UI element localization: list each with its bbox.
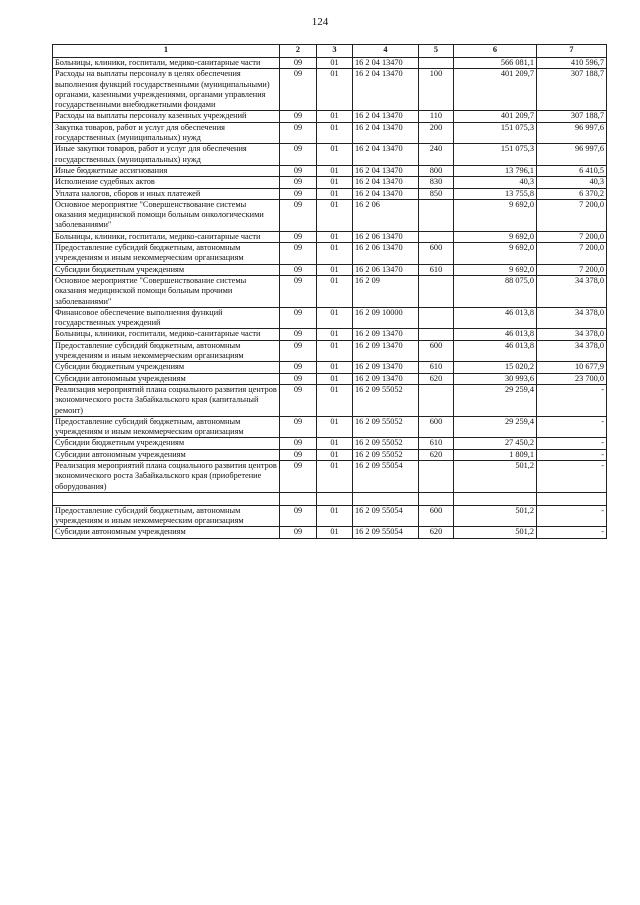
- section-code-cell: 09: [280, 505, 317, 527]
- section-code-cell: 09: [280, 58, 317, 69]
- amount-year2-cell: 307 188,7: [537, 69, 607, 111]
- expense-type-cell: [419, 307, 454, 329]
- amount-year1-cell: 9 692,0: [454, 243, 537, 265]
- table-row: [53, 527, 607, 538]
- amount-year1-cell: 1 809,1: [454, 449, 537, 460]
- subsection-code-cell: 01: [317, 144, 353, 166]
- amount-year2-cell: -: [537, 449, 607, 460]
- subsection-code-cell: 01: [317, 243, 353, 265]
- expense-type-cell: [419, 329, 454, 340]
- section-code-cell: 09: [280, 329, 317, 340]
- row-name-cell: Субсидии бюджетным учреждениям: [53, 264, 280, 275]
- table-row: [53, 122, 607, 144]
- section-code-cell: 09: [280, 438, 317, 449]
- amount-year2-cell: 34 378,0: [537, 275, 607, 307]
- row-name-cell: Предоставление субсидий бюджетным, автономным учреждениям и иным некоммерческим организациям: [53, 340, 280, 362]
- subsection-code-cell: 01: [317, 58, 353, 69]
- column-header: 4: [353, 45, 419, 58]
- subsection-code-cell: 01: [317, 384, 353, 416]
- amount-year2-cell: 7 200,0: [537, 243, 607, 265]
- row-name-cell: Субсидии бюджетным учреждениям: [53, 438, 280, 449]
- empty-cell: [280, 492, 317, 505]
- row-name-cell: Реализация мероприятий плана социального развития центров экономического роста Забайкальского края (приобретение оборудования): [53, 460, 280, 492]
- table-row-spacer: [53, 492, 607, 505]
- subsection-code-cell: 01: [317, 362, 353, 373]
- row-name-cell: Закупка товаров, работ и услуг для обеспечения государственных (муниципальных) нужд: [53, 122, 280, 144]
- table-row: [53, 438, 607, 449]
- amount-year1-cell: 9 692,0: [454, 231, 537, 242]
- column-header: 6: [454, 45, 537, 58]
- amount-year1-cell: 566 081,1: [454, 58, 537, 69]
- row-name-cell: Иные закупки товаров, работ и услуг для обеспечения государственных (муниципальных) нужд: [53, 144, 280, 166]
- empty-cell: [419, 492, 454, 505]
- subsection-code-cell: 01: [317, 416, 353, 438]
- expense-type-cell: 800: [419, 165, 454, 176]
- amount-year1-cell: 15 020,2: [454, 362, 537, 373]
- table-row: [53, 307, 607, 329]
- empty-cell: [353, 492, 419, 505]
- row-name-cell: Иные бюджетные ассигнования: [53, 165, 280, 176]
- amount-year1-cell: 40,3: [454, 177, 537, 188]
- amount-year2-cell: 10 677,9: [537, 362, 607, 373]
- subsection-code-cell: 01: [317, 307, 353, 329]
- section-code-cell: 09: [280, 111, 317, 122]
- table-row: [53, 144, 607, 166]
- subsection-code-cell: 01: [317, 527, 353, 538]
- column-header: 3: [317, 45, 353, 58]
- target-article-cell: 16 2 04 13470: [353, 69, 419, 111]
- expense-type-cell: 620: [419, 527, 454, 538]
- subsection-code-cell: 01: [317, 231, 353, 242]
- subsection-code-cell: 01: [317, 188, 353, 199]
- target-article-cell: 16 2 04 13470: [353, 188, 419, 199]
- budget-table: [52, 44, 607, 539]
- expense-type-cell: 610: [419, 264, 454, 275]
- table-row: [53, 449, 607, 460]
- amount-year1-cell: 46 013,8: [454, 329, 537, 340]
- target-article-cell: 16 2 09 13470: [353, 373, 419, 384]
- section-code-cell: 09: [280, 384, 317, 416]
- amount-year1-cell: 151 075,3: [454, 144, 537, 166]
- amount-year1-cell: 401 209,7: [454, 69, 537, 111]
- subsection-code-cell: 01: [317, 460, 353, 492]
- amount-year2-cell: 23 700,0: [537, 373, 607, 384]
- amount-year2-cell: -: [537, 505, 607, 527]
- expense-type-cell: 100: [419, 69, 454, 111]
- table-row: [53, 264, 607, 275]
- section-code-cell: 09: [280, 527, 317, 538]
- amount-year1-cell: 46 013,8: [454, 307, 537, 329]
- expense-type-cell: [419, 231, 454, 242]
- expense-type-cell: [419, 275, 454, 307]
- row-name-cell: Исполнение судебных актов: [53, 177, 280, 188]
- expense-type-cell: [419, 384, 454, 416]
- target-article-cell: 16 2 04 13470: [353, 144, 419, 166]
- amount-year2-cell: 7 200,0: [537, 199, 607, 231]
- subsection-code-cell: 01: [317, 165, 353, 176]
- subsection-code-cell: 01: [317, 111, 353, 122]
- target-article-cell: 16 2 09 55054: [353, 460, 419, 492]
- section-code-cell: 09: [280, 373, 317, 384]
- subsection-code-cell: 01: [317, 122, 353, 144]
- row-name-cell: Реализация мероприятий плана социального развития центров экономического роста Забайкальского края (капитальный ремонт): [53, 384, 280, 416]
- expense-type-cell: 600: [419, 416, 454, 438]
- target-article-cell: 16 2 09 55052: [353, 449, 419, 460]
- empty-cell: [454, 492, 537, 505]
- column-header: 7: [537, 45, 607, 58]
- amount-year2-cell: -: [537, 460, 607, 492]
- expense-type-cell: 620: [419, 449, 454, 460]
- target-article-cell: 16 2 04 13470: [353, 165, 419, 176]
- table-row: [53, 275, 607, 307]
- expense-type-cell: [419, 460, 454, 492]
- subsection-code-cell: 01: [317, 199, 353, 231]
- table-body: [53, 58, 607, 539]
- expense-type-cell: 850: [419, 188, 454, 199]
- amount-year2-cell: 34 378,0: [537, 340, 607, 362]
- row-name-cell: Основное мероприятие "Совершенствование системы оказания медицинской помощи больным онкологическими заболеваниями": [53, 199, 280, 231]
- section-code-cell: 09: [280, 165, 317, 176]
- target-article-cell: 16 2 06 13470: [353, 231, 419, 242]
- amount-year1-cell: 9 692,0: [454, 264, 537, 275]
- subsection-code-cell: 01: [317, 275, 353, 307]
- expense-type-cell: 600: [419, 243, 454, 265]
- amount-year2-cell: 6 370,2: [537, 188, 607, 199]
- section-code-cell: 09: [280, 188, 317, 199]
- subsection-code-cell: 01: [317, 449, 353, 460]
- target-article-cell: 16 2 06 13470: [353, 243, 419, 265]
- table-row: [53, 69, 607, 111]
- section-code-cell: 09: [280, 307, 317, 329]
- amount-year1-cell: 501,2: [454, 505, 537, 527]
- target-article-cell: 16 2 09 10000: [353, 307, 419, 329]
- section-code-cell: 09: [280, 231, 317, 242]
- row-name-cell: Предоставление субсидий бюджетным, автономным учреждениям и иным некоммерческим организациям: [53, 243, 280, 265]
- table-row: [53, 199, 607, 231]
- amount-year1-cell: 88 075,0: [454, 275, 537, 307]
- table-row: [53, 177, 607, 188]
- row-name-cell: Субсидии бюджетным учреждениям: [53, 362, 280, 373]
- table-row: [53, 111, 607, 122]
- row-name-cell: Больницы, клиники, госпитали, медико-санитарные части: [53, 329, 280, 340]
- section-code-cell: 09: [280, 416, 317, 438]
- amount-year2-cell: 96 997,6: [537, 122, 607, 144]
- target-article-cell: 16 2 09 55052: [353, 438, 419, 449]
- amount-year2-cell: -: [537, 527, 607, 538]
- section-code-cell: 09: [280, 264, 317, 275]
- section-code-cell: 09: [280, 243, 317, 265]
- amount-year2-cell: 34 378,0: [537, 329, 607, 340]
- target-article-cell: 16 2 04 13470: [353, 111, 419, 122]
- table-row: [53, 329, 607, 340]
- subsection-code-cell: 01: [317, 69, 353, 111]
- column-header: 2: [280, 45, 317, 58]
- amount-year2-cell: -: [537, 416, 607, 438]
- amount-year2-cell: 96 997,6: [537, 144, 607, 166]
- section-code-cell: 09: [280, 199, 317, 231]
- row-name-cell: Предоставление субсидий бюджетным, автономным учреждениям и иным некоммерческим организациям: [53, 416, 280, 438]
- row-name-cell: Субсидии автономным учреждениям: [53, 449, 280, 460]
- section-code-cell: 09: [280, 144, 317, 166]
- amount-year2-cell: -: [537, 438, 607, 449]
- expense-type-cell: [419, 199, 454, 231]
- subsection-code-cell: 01: [317, 177, 353, 188]
- expense-type-cell: 200: [419, 122, 454, 144]
- row-name-cell: Больницы, клиники, госпитали, медико-санитарные части: [53, 231, 280, 242]
- subsection-code-cell: 01: [317, 340, 353, 362]
- amount-year2-cell: 6 410,5: [537, 165, 607, 176]
- expense-type-cell: 610: [419, 438, 454, 449]
- table-row: [53, 231, 607, 242]
- table-row: [53, 165, 607, 176]
- table-row: [53, 340, 607, 362]
- amount-year1-cell: 13 796,1: [454, 165, 537, 176]
- column-header: 5: [419, 45, 454, 58]
- section-code-cell: 09: [280, 275, 317, 307]
- expense-type-cell: 830: [419, 177, 454, 188]
- section-code-cell: 09: [280, 460, 317, 492]
- amount-year2-cell: 7 200,0: [537, 264, 607, 275]
- amount-year1-cell: 9 692,0: [454, 199, 537, 231]
- amount-year1-cell: 46 013,8: [454, 340, 537, 362]
- target-article-cell: 16 2 04 13470: [353, 122, 419, 144]
- amount-year1-cell: 27 450,2: [454, 438, 537, 449]
- amount-year1-cell: 501,2: [454, 527, 537, 538]
- row-name-cell: Основное мероприятие "Совершенствование системы оказания медицинской помощи больным прочими заболеваниями": [53, 275, 280, 307]
- amount-year2-cell: 307 188,7: [537, 111, 607, 122]
- expense-type-cell: [419, 58, 454, 69]
- amount-year1-cell: 401 209,7: [454, 111, 537, 122]
- amount-year1-cell: 29 259,4: [454, 384, 537, 416]
- section-code-cell: 09: [280, 177, 317, 188]
- table-row: [53, 373, 607, 384]
- row-name-cell: Расходы на выплаты персоналу в целях обеспечения выполнения функций государственными (муниципальными) органами, казенными учреждениями, органами управления государственными внебюджетными фондами: [53, 69, 280, 111]
- table-row: [53, 384, 607, 416]
- section-code-cell: 09: [280, 340, 317, 362]
- row-name-cell: Предоставление субсидий бюджетным, автономным учреждениям и иным некоммерческим организациям: [53, 505, 280, 527]
- amount-year1-cell: 13 755,8: [454, 188, 537, 199]
- row-name-cell: Больницы, клиники, госпитали, медико-санитарные части: [53, 58, 280, 69]
- amount-year1-cell: 30 993,6: [454, 373, 537, 384]
- target-article-cell: 16 2 09 55052: [353, 416, 419, 438]
- section-code-cell: 09: [280, 362, 317, 373]
- table-row: [53, 505, 607, 527]
- amount-year2-cell: 34 378,0: [537, 307, 607, 329]
- row-name-cell: Финансовое обеспечение выполнения функций государственных учреждений: [53, 307, 280, 329]
- target-article-cell: 16 2 04 13470: [353, 58, 419, 69]
- column-header: 1: [53, 45, 280, 58]
- empty-cell: [53, 492, 280, 505]
- expense-type-cell: 600: [419, 505, 454, 527]
- subsection-code-cell: 01: [317, 329, 353, 340]
- table-row: [53, 460, 607, 492]
- section-code-cell: 09: [280, 449, 317, 460]
- amount-year1-cell: 151 075,3: [454, 122, 537, 144]
- amount-year1-cell: 501,2: [454, 460, 537, 492]
- section-code-cell: 09: [280, 69, 317, 111]
- table-row: [53, 243, 607, 265]
- empty-cell: [537, 492, 607, 505]
- row-name-cell: Уплата налогов, сборов и иных платежей: [53, 188, 280, 199]
- amount-year1-cell: 29 259,4: [454, 416, 537, 438]
- subsection-code-cell: 01: [317, 264, 353, 275]
- target-article-cell: 16 2 04 13470: [353, 177, 419, 188]
- target-article-cell: 16 2 09 13470: [353, 340, 419, 362]
- empty-cell: [317, 492, 353, 505]
- amount-year2-cell: 410 596,7: [537, 58, 607, 69]
- expense-type-cell: 240: [419, 144, 454, 166]
- target-article-cell: 16 2 06: [353, 199, 419, 231]
- subsection-code-cell: 01: [317, 438, 353, 449]
- expense-type-cell: 600: [419, 340, 454, 362]
- expense-type-cell: 620: [419, 373, 454, 384]
- section-code-cell: 09: [280, 122, 317, 144]
- target-article-cell: 16 2 09 55052: [353, 384, 419, 416]
- table-row: [53, 416, 607, 438]
- row-name-cell: Расходы на выплаты персоналу казенных учреждений: [53, 111, 280, 122]
- subsection-code-cell: 01: [317, 505, 353, 527]
- target-article-cell: 16 2 06 13470: [353, 264, 419, 275]
- page-number: 124: [311, 16, 329, 28]
- table-row: [53, 362, 607, 373]
- amount-year2-cell: 7 200,0: [537, 231, 607, 242]
- row-name-cell: Субсидии автономным учреждениям: [53, 373, 280, 384]
- target-article-cell: 16 2 09 55054: [353, 505, 419, 527]
- expense-type-cell: 610: [419, 362, 454, 373]
- amount-year2-cell: -: [537, 384, 607, 416]
- target-article-cell: 16 2 09 13470: [353, 362, 419, 373]
- target-article-cell: 16 2 09 13470: [353, 329, 419, 340]
- amount-year2-cell: 40,3: [537, 177, 607, 188]
- row-name-cell: Субсидии автономным учреждениям: [53, 527, 280, 538]
- target-article-cell: 16 2 09: [353, 275, 419, 307]
- table-row: [53, 188, 607, 199]
- expense-type-cell: 110: [419, 111, 454, 122]
- subsection-code-cell: 01: [317, 373, 353, 384]
- target-article-cell: 16 2 09 55054: [353, 527, 419, 538]
- table-row: [53, 58, 607, 69]
- table-header-row: [53, 45, 607, 58]
